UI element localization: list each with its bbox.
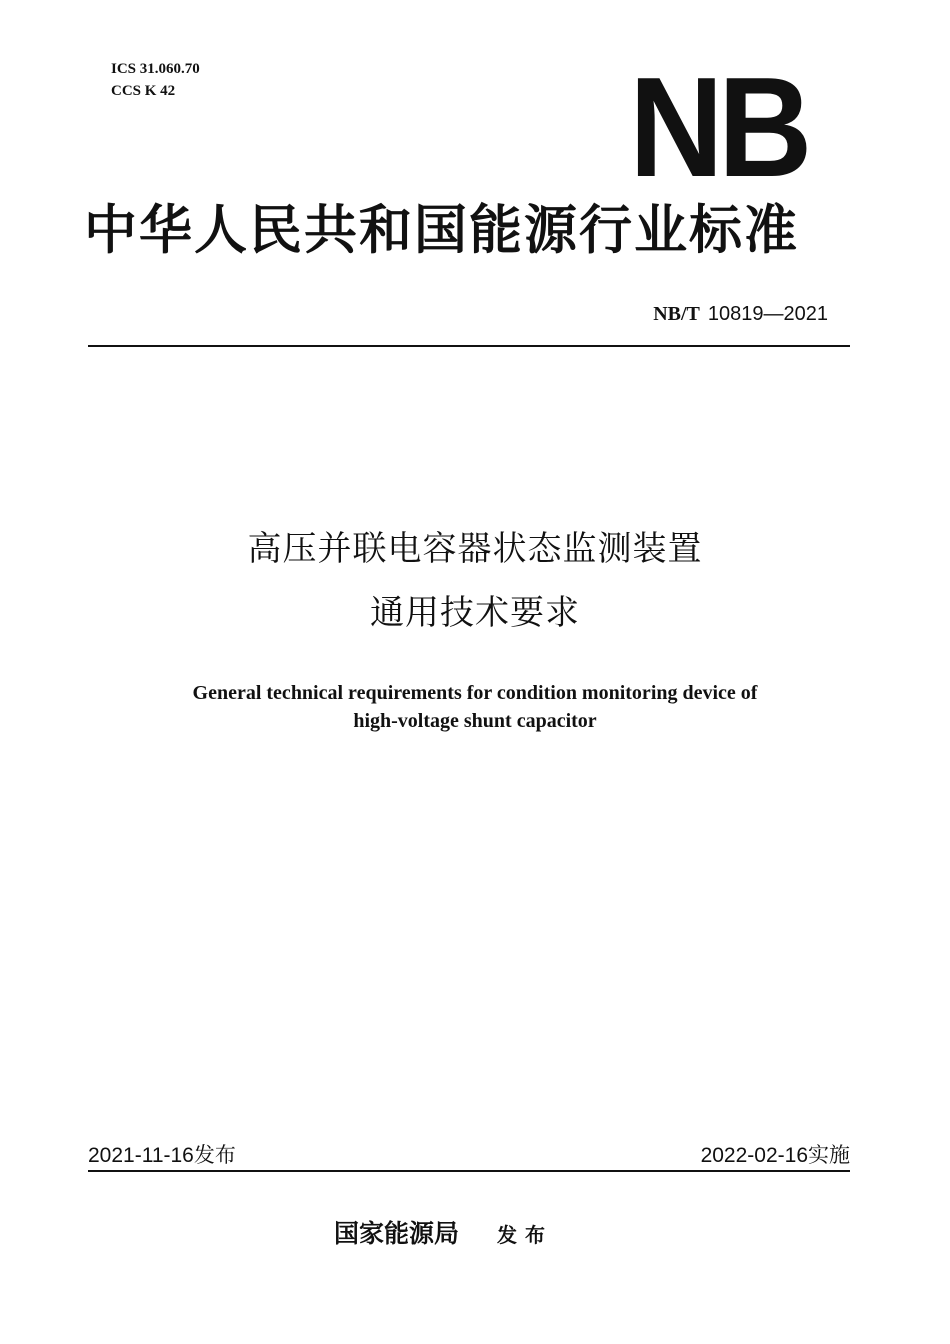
title-cn-line2: 通用技术要求 — [370, 593, 580, 633]
publisher — [334, 1216, 553, 1253]
standard-number: 10819—2021 — [707, 303, 828, 325]
standard-code — [653, 300, 828, 328]
implementation-date: 2022-02-16实施 — [700, 1144, 850, 1167]
ccs-code: CCS K 42 — [111, 83, 176, 99]
title-en-line1: General technical requirements for condition monitoring device of — [192, 682, 758, 704]
publish-label: 发布 — [497, 1223, 554, 1247]
title-cn-line1: 高压并联电容器状态监测装置 — [247, 529, 703, 569]
classification-codes — [111, 58, 200, 102]
top-divider — [88, 345, 850, 347]
title-en-line2: high-voltage shunt capacitor — [353, 710, 597, 732]
ics-code: ICS 31.060.70 — [111, 61, 200, 77]
bottom-divider — [88, 1170, 850, 1172]
issue-date: 2021-11-16发布 — [88, 1144, 236, 1167]
nb-logo: NB — [629, 48, 807, 207]
standard-prefix: NB/T — [653, 303, 700, 325]
publisher-name: 国家能源局 — [334, 1219, 460, 1248]
organization-title: 中华人民共和国能源行业标准 — [84, 200, 799, 261]
